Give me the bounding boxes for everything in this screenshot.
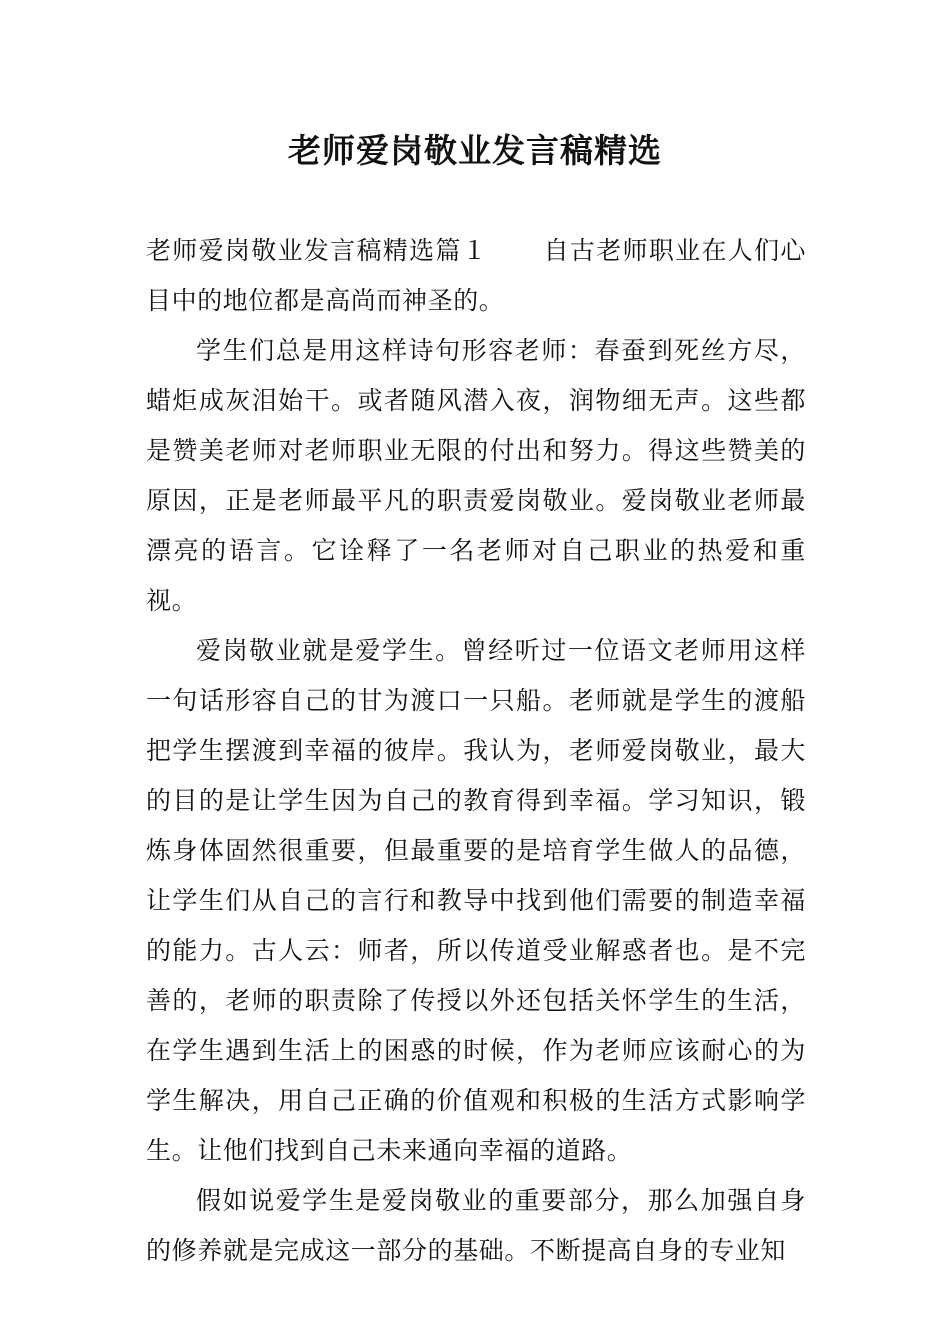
paragraph-1: 学生们总是用这样诗句形容老师：春蚕到死丝方尽，蜡炬成灰泪始干。或者随风潜入夜，润物细无声。这些都是赞美老师对老师职业无限的付出和努力。得这些赞美的原因，正是老师最平凡的职责爱岗敬业。爱岗敬业老师最漂亮的语言。它诠释了一名老师对自己职业的热爱和重视。 — [146, 336, 806, 615]
paragraph-3: 假如说爱学生是爱岗敬业的重要部分，那么加强自身的修养就是完成这一部分的基础。不断提高自身的专业知 — [146, 1186, 806, 1265]
intro-text: 自古老师职业在人们心目中的地位都是高尚而神圣的。 — [146, 236, 806, 315]
document-body — [146, 226, 806, 1276]
section-heading: 老师爱岗敬业发言稿精选篇１ — [146, 236, 489, 265]
heading-gap — [488, 236, 544, 265]
document-title: 老师爱岗敬业发言稿精选 — [288, 131, 662, 170]
paragraph-2: 爱岗敬业就是爱学生。曾经听过一位语文老师用这样一句话形容自己的甘为渡口一只船。老师就是学生的渡船把学生摆渡到幸福的彼岸。我认为，老师爱岗敬业，最大的目的是让学生因为自己的教育得到幸福。学习知识，锻炼身体固然很重要，但最重要的是培育学生做人的品德，让学生们从自己的言行和教导中找到他们需要的制造幸福的能力。古人云：师者，所以传道受业解惑者也。是不完善的，老师的职责除了传授以外还包括关怀学生的生活，在学生遇到生活上的困惑的时候，作为老师应该耐心的为学生解决，用自己正确的价值观和积极的生活方式影响学生。让他们找到自己未来通向幸福的道路。 — [146, 636, 806, 1165]
paragraph-intro — [146, 226, 806, 326]
